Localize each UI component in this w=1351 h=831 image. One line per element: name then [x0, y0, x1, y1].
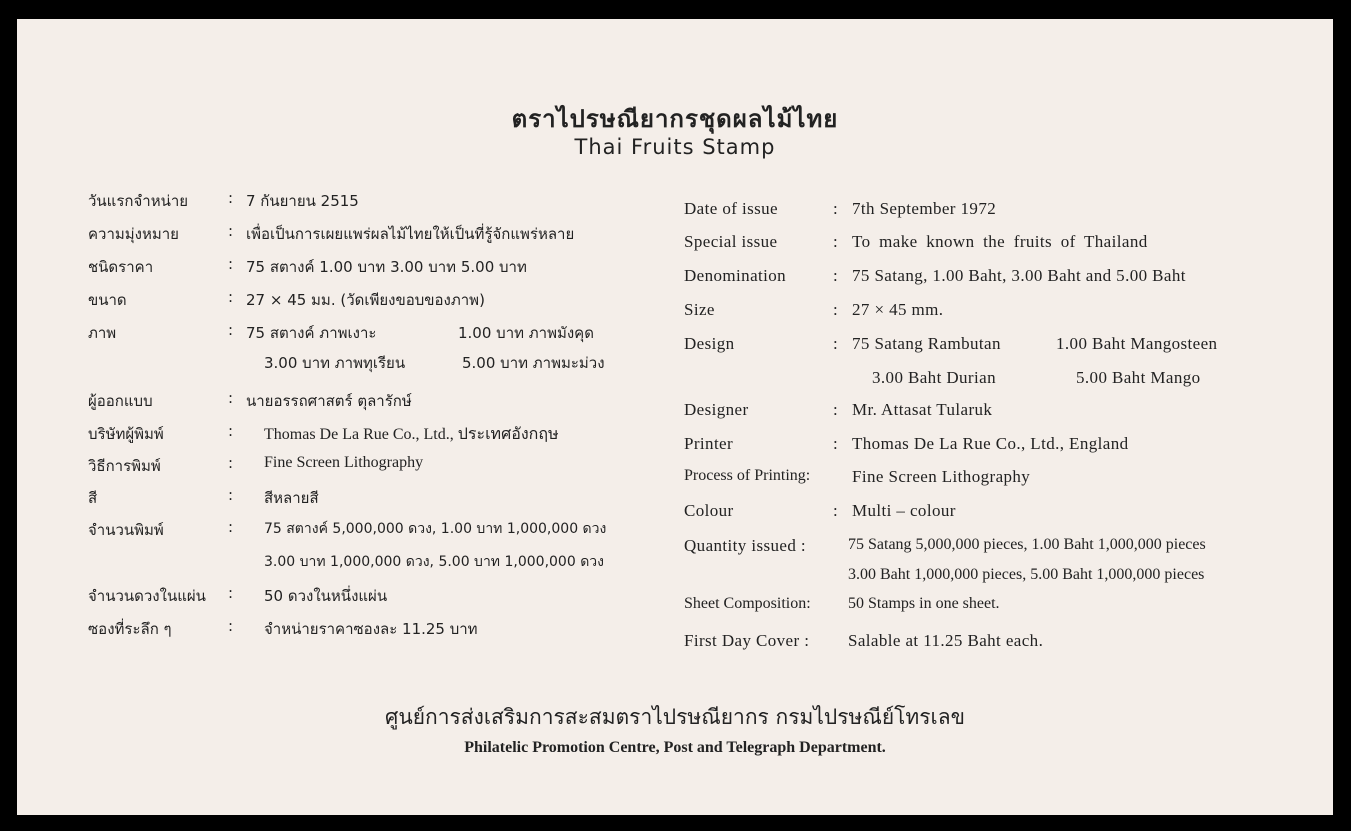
en-quantity-label: Quantity issued : [684, 536, 807, 555]
thai-issue-date-label: วันแรกจำหน่าย [88, 192, 189, 210]
thai-design-mangosteen: 1.00 บาท ภาพมังคุด [458, 324, 594, 342]
colon: : [228, 389, 234, 407]
en-designer-value: Mr. Attasat Tularuk [852, 400, 993, 419]
en-special-issue-value: To make known the fruits of Thailand [852, 232, 1148, 251]
thai-denomination-label: ชนิดราคา [88, 258, 154, 276]
colon: : [228, 255, 234, 273]
footer-thai: ศูนย์การส่งเสริมการสะสมตราไปรษณียากร กรมไปรษณีย์โทรเลข [385, 705, 965, 729]
en-fdc-label: First Day Cover : [684, 631, 810, 650]
thai-fdc-value: จำหน่ายราคาซองละ 11.25 บาท [264, 620, 478, 638]
footer-english: Philatelic Promotion Centre, Post and Telegraph Department. [464, 739, 886, 756]
title-thai: ตราไปรษณียากรชุดผลไม้ไทย [511, 104, 839, 133]
thai-printer-value: Thomas De La Rue Co., Ltd., ประเทศอังกฤษ [264, 426, 559, 443]
en-printer-value: Thomas De La Rue Co., Ltd., England [852, 434, 1129, 453]
thai-design-mango: 5.00 บาท ภาพมะม่วง [462, 354, 605, 372]
colon: : [228, 584, 234, 602]
thai-design-durian: 3.00 บาท ภาพทุเรียน [264, 354, 406, 372]
thai-designer-value: นายอรรถศาสตร์ ตุลารักษ์ [246, 392, 412, 410]
en-sheet-value: 50 Stamps in one sheet. [848, 595, 1000, 612]
colon: : [833, 334, 839, 353]
colon: : [228, 189, 234, 207]
en-denomination-label: Denomination [684, 266, 787, 285]
thai-quantity-label: จำนวนพิมพ์ [88, 521, 164, 539]
colon: : [228, 518, 234, 536]
colon: : [228, 454, 234, 472]
thai-size-label: ขนาด [88, 291, 127, 309]
en-design-durian: 3.00 Baht Durian [872, 368, 996, 387]
thai-design-label: ภาพ [88, 324, 117, 342]
thai-process-label: วิธีการพิมพ์ [88, 457, 161, 475]
thai-designer-label: ผู้ออกแบบ [88, 392, 153, 410]
thai-denomination-value: 75 สตางค์ 1.00 บาท 3.00 บาท 5.00 บาท [246, 258, 527, 276]
en-special-issue-label: Special issue [684, 232, 778, 251]
en-design-mangosteen: 1.00 Baht Mangosteen [1056, 334, 1218, 353]
en-quantity-line-1: 75 Satang 5,000,000 pieces, 1.00 Baht 1,000,000 pieces [848, 536, 1206, 553]
thai-printer-label: บริษัทผู้พิมพ์ [88, 425, 164, 443]
colon: : [228, 617, 234, 635]
colon: : [833, 501, 839, 520]
thai-fdc-label: ซองที่ระลึก ๆ [88, 620, 172, 638]
en-sheet-label: Sheet Composition: [684, 595, 811, 612]
en-denomination-value: 75 Satang, 1.00 Baht, 3.00 Baht and 5.00 Baht [852, 266, 1186, 285]
thai-issue-date-value: 7 กันยายน 2515 [246, 192, 359, 210]
thai-quantity-line-1: 75 สตางค์ 5,000,000 ดวง, 1.00 บาท 1,000,000 ดวง [264, 521, 607, 537]
thai-sheet-label: จำนวนดวงในแผ่น [88, 587, 206, 605]
thai-colour-value: สีหลายสี [264, 489, 319, 507]
colon: : [833, 199, 839, 218]
colon: : [228, 422, 234, 440]
stamp-info-card [17, 19, 1333, 815]
colon: : [833, 434, 839, 453]
colon: : [228, 321, 234, 339]
colon: : [833, 232, 839, 251]
en-colour-value: Multi – colour [852, 501, 956, 520]
thai-purpose-label: ความมุ่งหมาย [88, 225, 179, 243]
en-quantity-line-2: 3.00 Baht 1,000,000 pieces, 5.00 Baht 1,000,000 pieces [848, 566, 1205, 583]
thai-quantity-line-2: 3.00 บาท 1,000,000 ดวง, 5.00 บาท 1,000,000 ดวง [264, 554, 604, 570]
en-design-rambutan: 75 Satang Rambutan [852, 334, 1001, 353]
en-size-label: Size [684, 300, 715, 319]
title-english: Thai Fruits Stamp [574, 135, 776, 159]
colon: : [833, 300, 839, 319]
thai-design-rambutan: 75 สตางค์ ภาพเงาะ [246, 324, 377, 342]
colon: : [228, 222, 234, 240]
thai-sheet-value: 50 ดวงในหนึ่งแผ่น [264, 587, 388, 605]
en-colour-label: Colour [684, 501, 734, 520]
thai-process-value: Fine Screen Lithography [264, 454, 424, 471]
thai-size-value: 27 × 45 มม. (วัดเพียงขอบของภาพ) [246, 291, 485, 309]
en-design-mango: 5.00 Baht Mango [1076, 368, 1201, 387]
en-fdc-value: Salable at 11.25 Baht each. [848, 631, 1044, 650]
en-printer-label: Printer [684, 434, 734, 453]
colon: : [228, 288, 234, 306]
en-process-label: Process of Printing: [684, 467, 811, 484]
colon: : [833, 266, 839, 285]
colon: : [833, 400, 839, 419]
colon: : [228, 486, 234, 504]
en-issue-date-label: Date of issue [684, 199, 778, 218]
en-designer-label: Designer [684, 400, 749, 419]
en-process-value: Fine Screen Lithography [852, 467, 1031, 486]
en-size-value: 27 × 45 mm. [852, 300, 944, 319]
thai-colour-label: สี [88, 489, 98, 507]
en-issue-date-value: 7th September 1972 [852, 199, 997, 218]
en-design-label: Design [684, 334, 735, 353]
thai-purpose-value: เพื่อเป็นการเผยแพร่ผลไม้ไทยให้เป็นที่รู้จักแพร่หลาย [246, 225, 575, 243]
